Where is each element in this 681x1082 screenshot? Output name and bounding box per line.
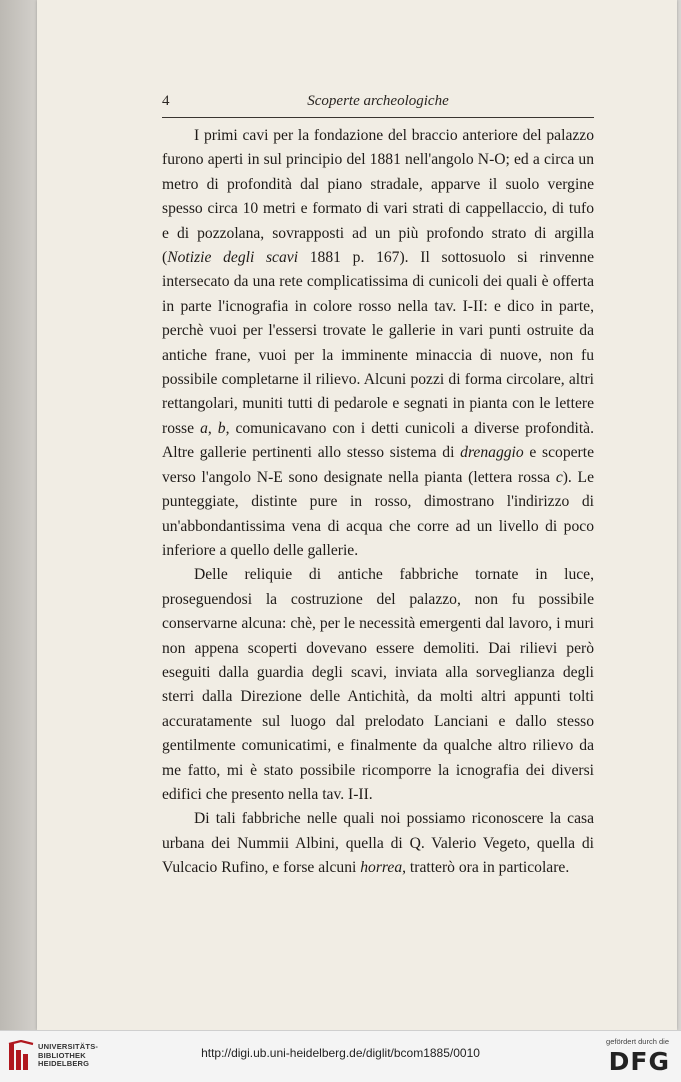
permalink-url[interactable]: http://digi.ub.uni-heidelberg.de/diglit/bcom1885/0010 bbox=[201, 1046, 480, 1060]
text-run: , tratterò ora in particolare. bbox=[402, 859, 570, 877]
page-header bbox=[162, 93, 594, 115]
library-name-line: UNIVERSITÄTS- bbox=[38, 1042, 99, 1051]
italic-text: horrea bbox=[360, 859, 403, 877]
text-run: Di tali fabbriche nelle quali noi possiamo riconoscere la casa urbana dei Nummii Albini, quella di Q. Valerio Vegeto, quella di Vulcacio Rufino, e forse alcuni bbox=[162, 810, 594, 877]
text-run: e scoperte verso l'angolo N-E sono designate nella pianta (lettera rossa bbox=[162, 444, 594, 486]
italic-text: b bbox=[217, 419, 226, 437]
paragraph bbox=[162, 124, 594, 563]
text-run: ). Le punteggiate, distinte pure in rosso, dimostrano l'indirizzo di un'abbondantissima vena di acqua che corre ad un livello di poco inferiore a quello delle gallerie. bbox=[162, 468, 594, 559]
dfg-logo: DFG bbox=[608, 1047, 670, 1076]
scan-left-margin bbox=[0, 0, 37, 1030]
paragraph bbox=[162, 807, 594, 880]
italic-text: Notizie degli scavi bbox=[167, 249, 299, 267]
library-name-line: HEIDELBERG bbox=[38, 1059, 90, 1068]
text-run: , bbox=[207, 419, 218, 437]
page-number: 4 bbox=[162, 93, 170, 109]
library-name-line: BIBLIOTHEK bbox=[38, 1050, 86, 1060]
text-run: I primi cavi per la fondazione del braccio anteriore del palazzo furono aperti in sul principio del 1881 nell'angolo N-O; ed a circa un metro di profondità dal piano stradale, apparve il suolo vergine spesso circa 10 metri e formato di vari strati di cappellaccio, di tufo e di pozzolana, sovrapposti ad un più profondo strato di argilla ( bbox=[162, 127, 594, 267]
funding-note: gefördert durch die bbox=[606, 1037, 669, 1046]
header-rule bbox=[162, 117, 594, 118]
viewer-footer bbox=[0, 1030, 681, 1082]
italic-text: a bbox=[200, 419, 208, 437]
text-run: , comunicavano con i detti cunicoli a diverse profondità. Altre gallerie pertinenti allo stesso sistema di bbox=[162, 419, 595, 462]
running-title: Scoperte archeologiche bbox=[307, 93, 449, 109]
italic-text: drenaggio bbox=[460, 444, 524, 462]
text-run: Delle reliquie di antiche fabbriche tornate in luce, proseguendosi la costruzione del palazzo, non fu possibile conservarne alcuna: chè, per le necessità emergenti dal lavoro, i muri non appena scoperti dovevano essere demoliti. Dai rilievi però eseguiti dalla guardia degli scavi, inviata alla sorveglianza degli sterri dalla Direzione delle Antichità, da molti altri appunti tolti accuratamente sul luogo dal prelodato Lanciani e dallo stesso gentilmente comunicatimi, e finalmente da qualche altro rilievo da me fatto, mi è stato possibile ricomporre la icnografia dei diversi edifici che presento nella tav. I-II. bbox=[162, 566, 594, 803]
text-run: 1881 p. 167). Il sottosuolo si rinvenne intersecato da una rete complicatissima di cunicoli dei quali è offerta in parte l'icnografia in colore rosso nella tav. I-II: e dico in parte, perchè vuoi per l'essersi trovate le gallerie in vari punti ostruite da antiche frane, vuoi per la imminente minaccia di nuove, non fu possibile completarne il rilievo. Alcuni pozzi di forma circolare, altri rettangolari, muniti tutti di pedarole e segnati in pianta con le lettere rosse bbox=[162, 249, 595, 437]
paragraph bbox=[162, 563, 594, 807]
body-text bbox=[162, 124, 594, 881]
italic-text: c bbox=[555, 468, 563, 486]
